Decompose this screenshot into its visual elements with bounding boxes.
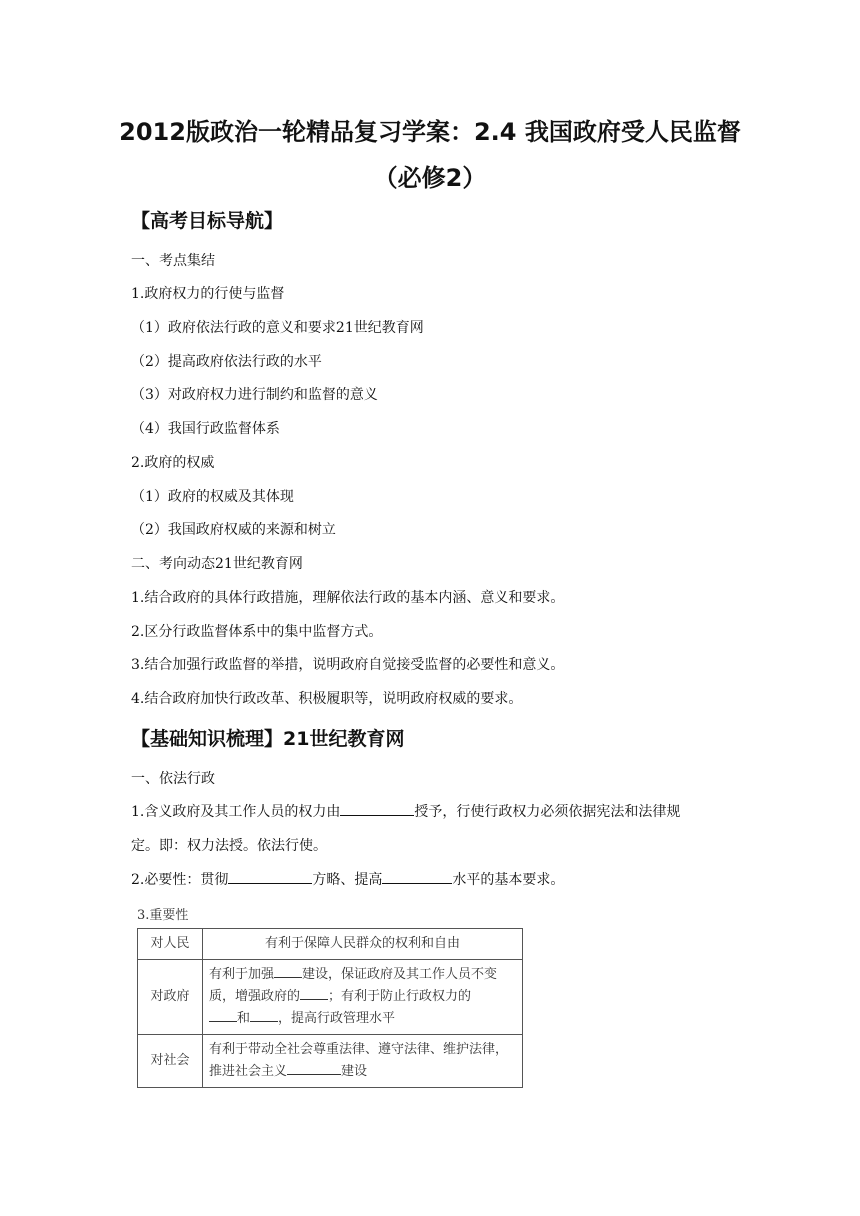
text-line: 定。即：权力法授。依法行使。	[131, 838, 327, 854]
importance-table	[137, 928, 523, 1088]
fill-in-line-1	[131, 801, 680, 821]
table-row	[138, 1035, 523, 1088]
text-line: 2.区分行政监督体系中的集中监督方式。	[131, 624, 383, 640]
document-title-line-1: 2012版政治一轮精品复习学案：2.4 我国政府受人民监督	[119, 118, 741, 146]
row-header: 对政府	[138, 960, 203, 1035]
text-fragment: 有利于带动全社会尊重法律、遵守法律、维护法律，推进社会主义	[209, 1042, 509, 1079]
text-fragment: 建设	[341, 1064, 368, 1079]
text-line: （2）我国政府权威的来源和树立	[131, 522, 336, 538]
fill-in-line-2	[131, 869, 564, 889]
text-line: （3）对政府权力进行制约和监督的意义	[131, 387, 378, 403]
answer-blank	[209, 1009, 237, 1022]
answer-blank	[340, 801, 414, 816]
text-fragment: ，提高行政管理水平	[278, 1011, 396, 1026]
text-line: 1.结合政府的具体行政措施，理解依法行政的基本内涵、意义和要求。	[131, 590, 565, 606]
text-fragment: 2.必要性：贯彻	[131, 872, 229, 888]
figure-caption: 3.重要性	[137, 908, 189, 923]
text-fragment: 授予，行使行政权力必须依据宪法和法律规	[414, 804, 681, 820]
row-content	[203, 1035, 523, 1088]
text-line: （1）政府的权威及其体现	[131, 489, 294, 505]
answer-blank	[250, 1009, 278, 1022]
section-heading-basic-knowledge: 【基础知识梳理】21世纪教育网	[131, 728, 405, 750]
text-fragment: 和	[237, 1011, 251, 1026]
answer-blank	[300, 987, 328, 1000]
table-row	[138, 929, 523, 960]
section-heading-exam-goals: 【高考目标导航】	[131, 210, 284, 232]
row-content: 有利于保障人民群众的权利和自由	[203, 929, 523, 960]
text-fragment: 1.含义政府及其工作人员的权力由	[131, 804, 341, 820]
text-line: 2.政府的权威	[131, 455, 215, 471]
answer-blank	[274, 965, 302, 978]
text-fragment: 方略、提高	[312, 872, 383, 888]
text-line: 4.结合政府加快行政改革、积极履职等，说明政府权威的要求。	[131, 691, 523, 707]
row-header: 对人民	[138, 929, 203, 960]
document-title-line-2: （必修2）	[373, 164, 487, 192]
text-line: （2）提高政府依法行政的水平	[131, 354, 322, 370]
text-line: 3.结合加强行政监督的举措，说明政府自觉接受监督的必要性和意义。	[131, 657, 565, 673]
text-fragment: 有利于加强	[209, 967, 275, 982]
table-row	[138, 960, 523, 1035]
answer-blank	[287, 1062, 341, 1075]
text-line: 一、考点集结	[131, 253, 215, 269]
answer-blank	[228, 869, 312, 884]
text-line: 二、考向动态21世纪教育网	[131, 556, 303, 572]
text-fragment: 建设，保证政府及其工作人员不变质，增强政府的	[209, 967, 498, 1004]
importance-table-image	[131, 900, 523, 1102]
row-header: 对社会	[138, 1035, 203, 1088]
text-line: （4）我国行政监督体系	[131, 421, 280, 437]
text-line: （1）政府依法行政的意义和要求21世纪教育网	[131, 320, 424, 336]
answer-blank	[382, 869, 452, 884]
text-line: 一、依法行政	[131, 771, 215, 787]
text-fragment: 水平的基本要求。	[452, 872, 565, 888]
row-content	[203, 960, 523, 1035]
text-line: 1.政府权力的行使与监督	[131, 286, 285, 302]
text-fragment: ；有利于防止行政权力的	[328, 989, 472, 1004]
